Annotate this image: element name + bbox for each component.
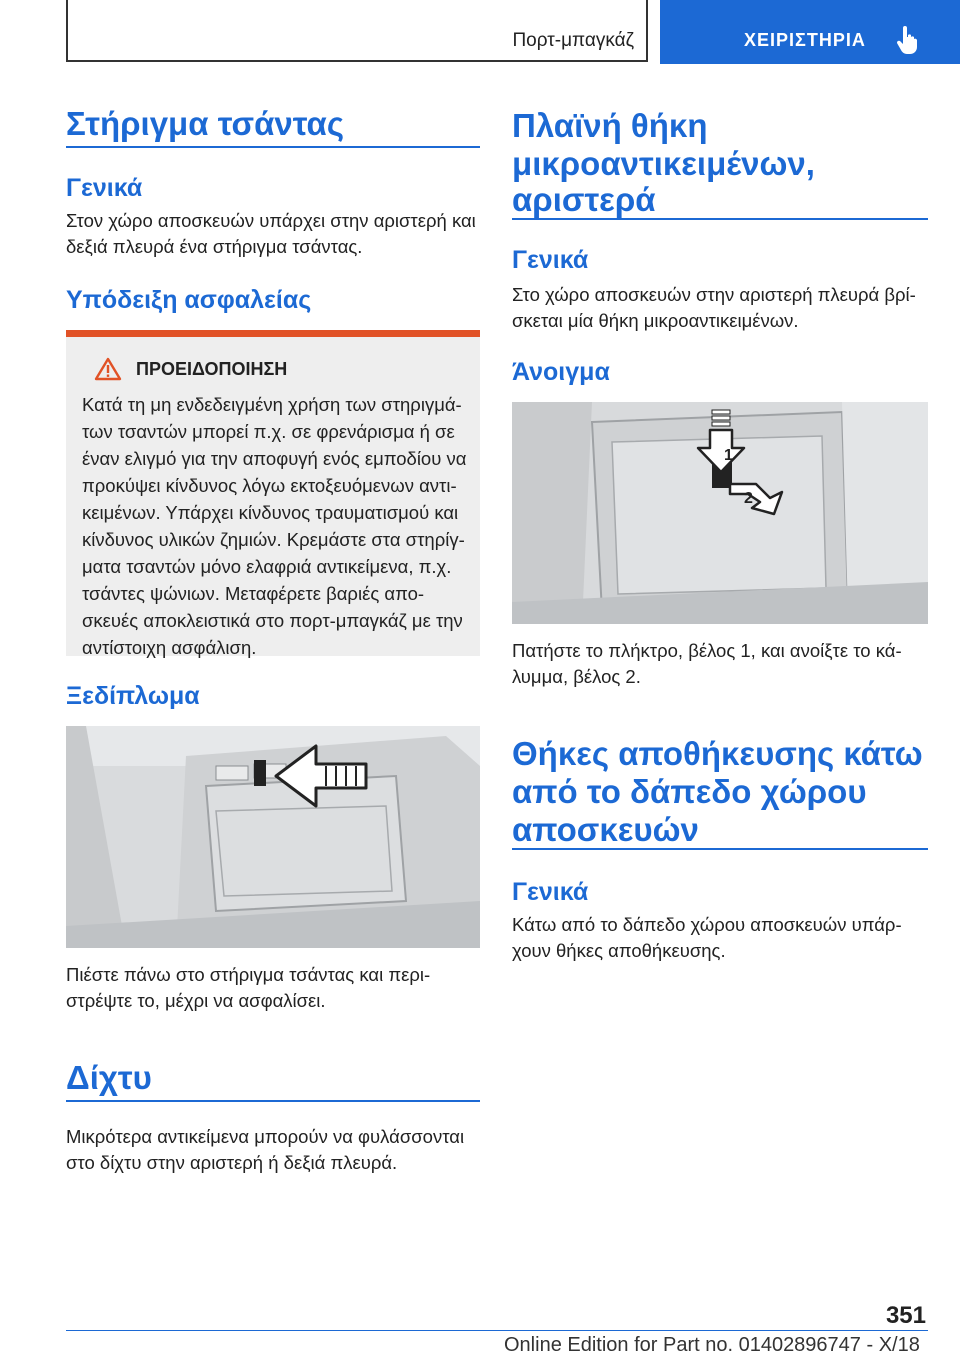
side-compartment-rule xyxy=(512,218,928,220)
net-text: Μικρότερα αντικείμενα μπορούν να φυλάσσονται στο δίχτυ στην αριστερή ή δεξιά πλευρά. xyxy=(66,1126,465,1173)
bag-hook-title: Στήριγμα τσάντας xyxy=(66,105,344,142)
side-compartment-illustration xyxy=(512,402,928,624)
side-compartment-title-line1: Πλαϊνή θήκη xyxy=(512,107,708,144)
right-general-heading: Γενικά xyxy=(512,246,589,274)
right-general-text: Στο χώρο αποσκευών στην αριστερή πλευρά βρί-σκεται μία θήκη μικροαντικειμένων. xyxy=(512,284,916,331)
header-tab-label: ΧΕΙΡΙΣΤΗΡΙΑ xyxy=(744,30,866,50)
storage-general-heading: Γενικά xyxy=(512,878,589,906)
warning-title: ΠΡΟΕΙΔΟΠΟΙΗΣΗ xyxy=(136,359,288,379)
warning-text: Κατά τη μη ενδεδειγμένη χρήση των στηριγμά-των τσαντών μπορεί π.χ. σε φρενάρισμα ή σε έναν ελιγμό για την αποφυγή ενός εμποδίου να προκύψει κίνδυνος λόγω εκτοξευόμενων αντι-κειμένων. Υπάρχει κίνδυνος τραυματισμού και κίνδυνος υλικών ζημιών. Κρεμάστε στα στηρίγ-ματα τσαντών μόνο ελαφριά αντικείμενα, π.χ. τσάντες ψώνιων. Μεταφέρετε βαριές απο-σκευές αποκλειστικά στο πορτ-μπαγκάζ με την αντίστοιχη ασφάλιση. xyxy=(82,394,467,658)
general-text: Στον χώρο αποσκευών υπάρχει στην αριστερή και δεξιά πλευρά ένα στήριγμα τσάντας. xyxy=(66,210,476,257)
storage-title-line2: από το δάπεδο χώρου xyxy=(512,773,867,810)
safety-heading: Υπόδειξη ασφαλείας xyxy=(66,286,312,314)
general-heading: Γενικά xyxy=(66,174,143,202)
net-title: Δίχτυ xyxy=(66,1059,152,1096)
arrow-2-label: 2 xyxy=(744,490,753,507)
storage-general-text: Κάτω από το δάπεδο χώρου αποσκευών υπάρ-χουν θήκες αποθήκευσης. xyxy=(512,914,902,961)
warning-triangle-icon xyxy=(94,357,122,381)
storage-title-rule xyxy=(512,848,928,850)
storage-title-line1: Θήκες αποθήκευσης κάτω xyxy=(512,735,923,772)
side-compartment-title-line3: αριστερά xyxy=(512,181,656,218)
side-compartment-title-line2: μικροαντικειμένων, xyxy=(512,145,815,182)
header-tab[interactable] xyxy=(660,0,960,64)
arrow-1-label: 1 xyxy=(724,447,733,464)
bag-hook-illustration xyxy=(66,726,480,948)
pointing-hand-icon xyxy=(896,26,918,54)
footer-rule xyxy=(66,1330,928,1331)
title-rule xyxy=(66,146,480,148)
unfold-heading: Ξεδίπλωμα xyxy=(66,682,200,710)
footer-edition: Online Edition for Part no. 01402896747 - X/18 xyxy=(504,1334,920,1356)
page-number: 351 xyxy=(885,1302,926,1329)
open-heading: Άνοιγμα xyxy=(512,358,610,386)
net-title-rule xyxy=(66,1100,480,1102)
storage-title-line3: αποσκευών xyxy=(512,811,699,848)
open-text: Πατήστε το πλήκτρο, βέλος 1, και ανοίξτε το κά-λυμμα, βέλος 2. xyxy=(512,640,902,687)
header-section-title: Πορτ-μπαγκάζ xyxy=(512,30,634,51)
warning-box xyxy=(66,330,480,656)
unfold-text: Πιέστε πάνω στο στήριγμα τσάντας και περι-στρέψτε το, μέχρι να ασφαλίσει. xyxy=(66,964,431,1011)
